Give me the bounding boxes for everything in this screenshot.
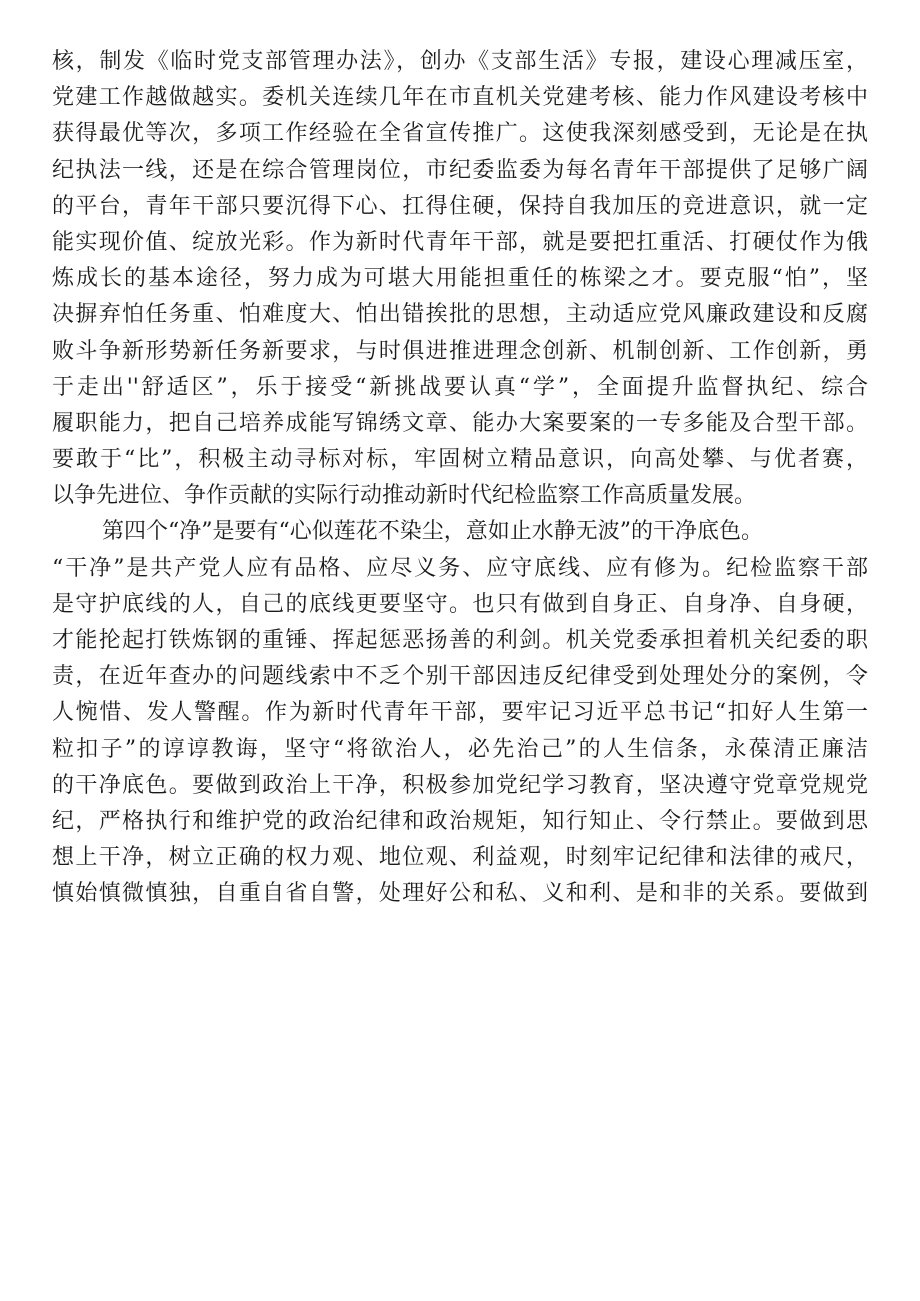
text-line: 履职能力，把自己培养成能写锦绣文章、能办大案要案的一专多能及合型干部。 xyxy=(52,410,868,436)
text-line: 炼成长的基本途径，努力成为可堪大用能担重任的栋梁之才。要克服“怕”，坚 xyxy=(52,266,868,292)
text-line: 的平台，青年干部只要沉得下心、扛得住硬，保持自我加压的竞进意识，就一定 xyxy=(52,193,868,219)
text-line: 想上干净，树立正确的权力观、地位观、利益观，时刻牢记纪律和法律的戒尺， xyxy=(52,845,868,871)
paragraph-2 xyxy=(52,514,868,912)
text-line: 是守护底线的人，自己的底线更要坚守。也只有做到自身正、自身净、自身硬， xyxy=(52,591,868,617)
text-line: 人惋惜、发人警醒。作为新时代青年干部，要牢记习近平总书记“扣好人生第一 xyxy=(52,700,868,726)
text-line: 以争先进位、争作贡献的实际行动推动新时代纪检监察工作高质量发展。 xyxy=(52,483,757,509)
text-line: 才能抡起打铁炼钢的重锤、挥起惩恶扬善的利剑。机关党委承担着机关纪委的职 xyxy=(52,628,868,653)
text-line: 能实现价值、绽放光彩。作为新时代青年干部，就是要把扛重活、打硬仗作为俄 xyxy=(52,229,868,255)
text-line: 的干净底色。要做到政治上干净，积极参加党纪学习教育，坚决遵守党章党规党 xyxy=(52,772,868,798)
text-line: 要敢于“比”，积极主动寻标对标，牢固树立精品意识，向高处攀、与优者赛， xyxy=(52,447,868,473)
text-line: 党建工作越做越实。委机关连续几年在市直机关党建考核、能力作风建设考核中 xyxy=(52,85,868,111)
text-line: 获得最优等次，多项工作经验在全省宣传推广。这使我深刻感受到，无论是在执 xyxy=(52,121,868,147)
text-line: 第四个“净”是要有“心似莲花不染尘，意如止水静无波”的干净底色。 xyxy=(102,519,763,545)
text-line: 决摒弃怕任务重、怕难度大、怕出错挨批的思想，主动适应党风廉政建设和反腐 xyxy=(52,302,868,328)
text-line: 于走出''舒适区”，乐于接受“新挑战要认真“学”，全面提升监督执纪、综合 xyxy=(52,374,868,400)
text-line: 纪，严格执行和维护党的政治纪律和政治规矩，知行知止、令行禁止。要做到思 xyxy=(52,808,868,834)
text-line: 粒扣子”的谆谆教诲，坚守“将欲治人，必先治己”的人生信条，永葆清正廉洁 xyxy=(52,736,868,762)
text-line: 核，制发《临时党支部管理办法》，创办《支部生活》专报，建设心理减压室， xyxy=(52,49,868,74)
text-line: 败斗争新形势新任务新要求，与时俱进推进理念创新、机制创新、工作创新，勇 xyxy=(52,338,868,364)
text-line: 慎始慎微慎独，自重自省自警，处理好公和私、义和利、是和非的关系。要做到 xyxy=(52,881,868,907)
text-line: “干净”是共产党人应有品格、应尽义务、应守底线、应有修为。纪检监察干部 xyxy=(52,555,868,581)
text-line: 责，在近年查办的问题线索中不乏个别干部因违反纪律受到处理处分的案例，令 xyxy=(52,664,868,690)
paragraph-1 xyxy=(52,44,868,514)
document-body xyxy=(52,44,868,913)
text-line: 纪执法一线，还是在综合管理岗位，市纪委监委为每名青年干部提供了足够广阔 xyxy=(52,157,868,183)
